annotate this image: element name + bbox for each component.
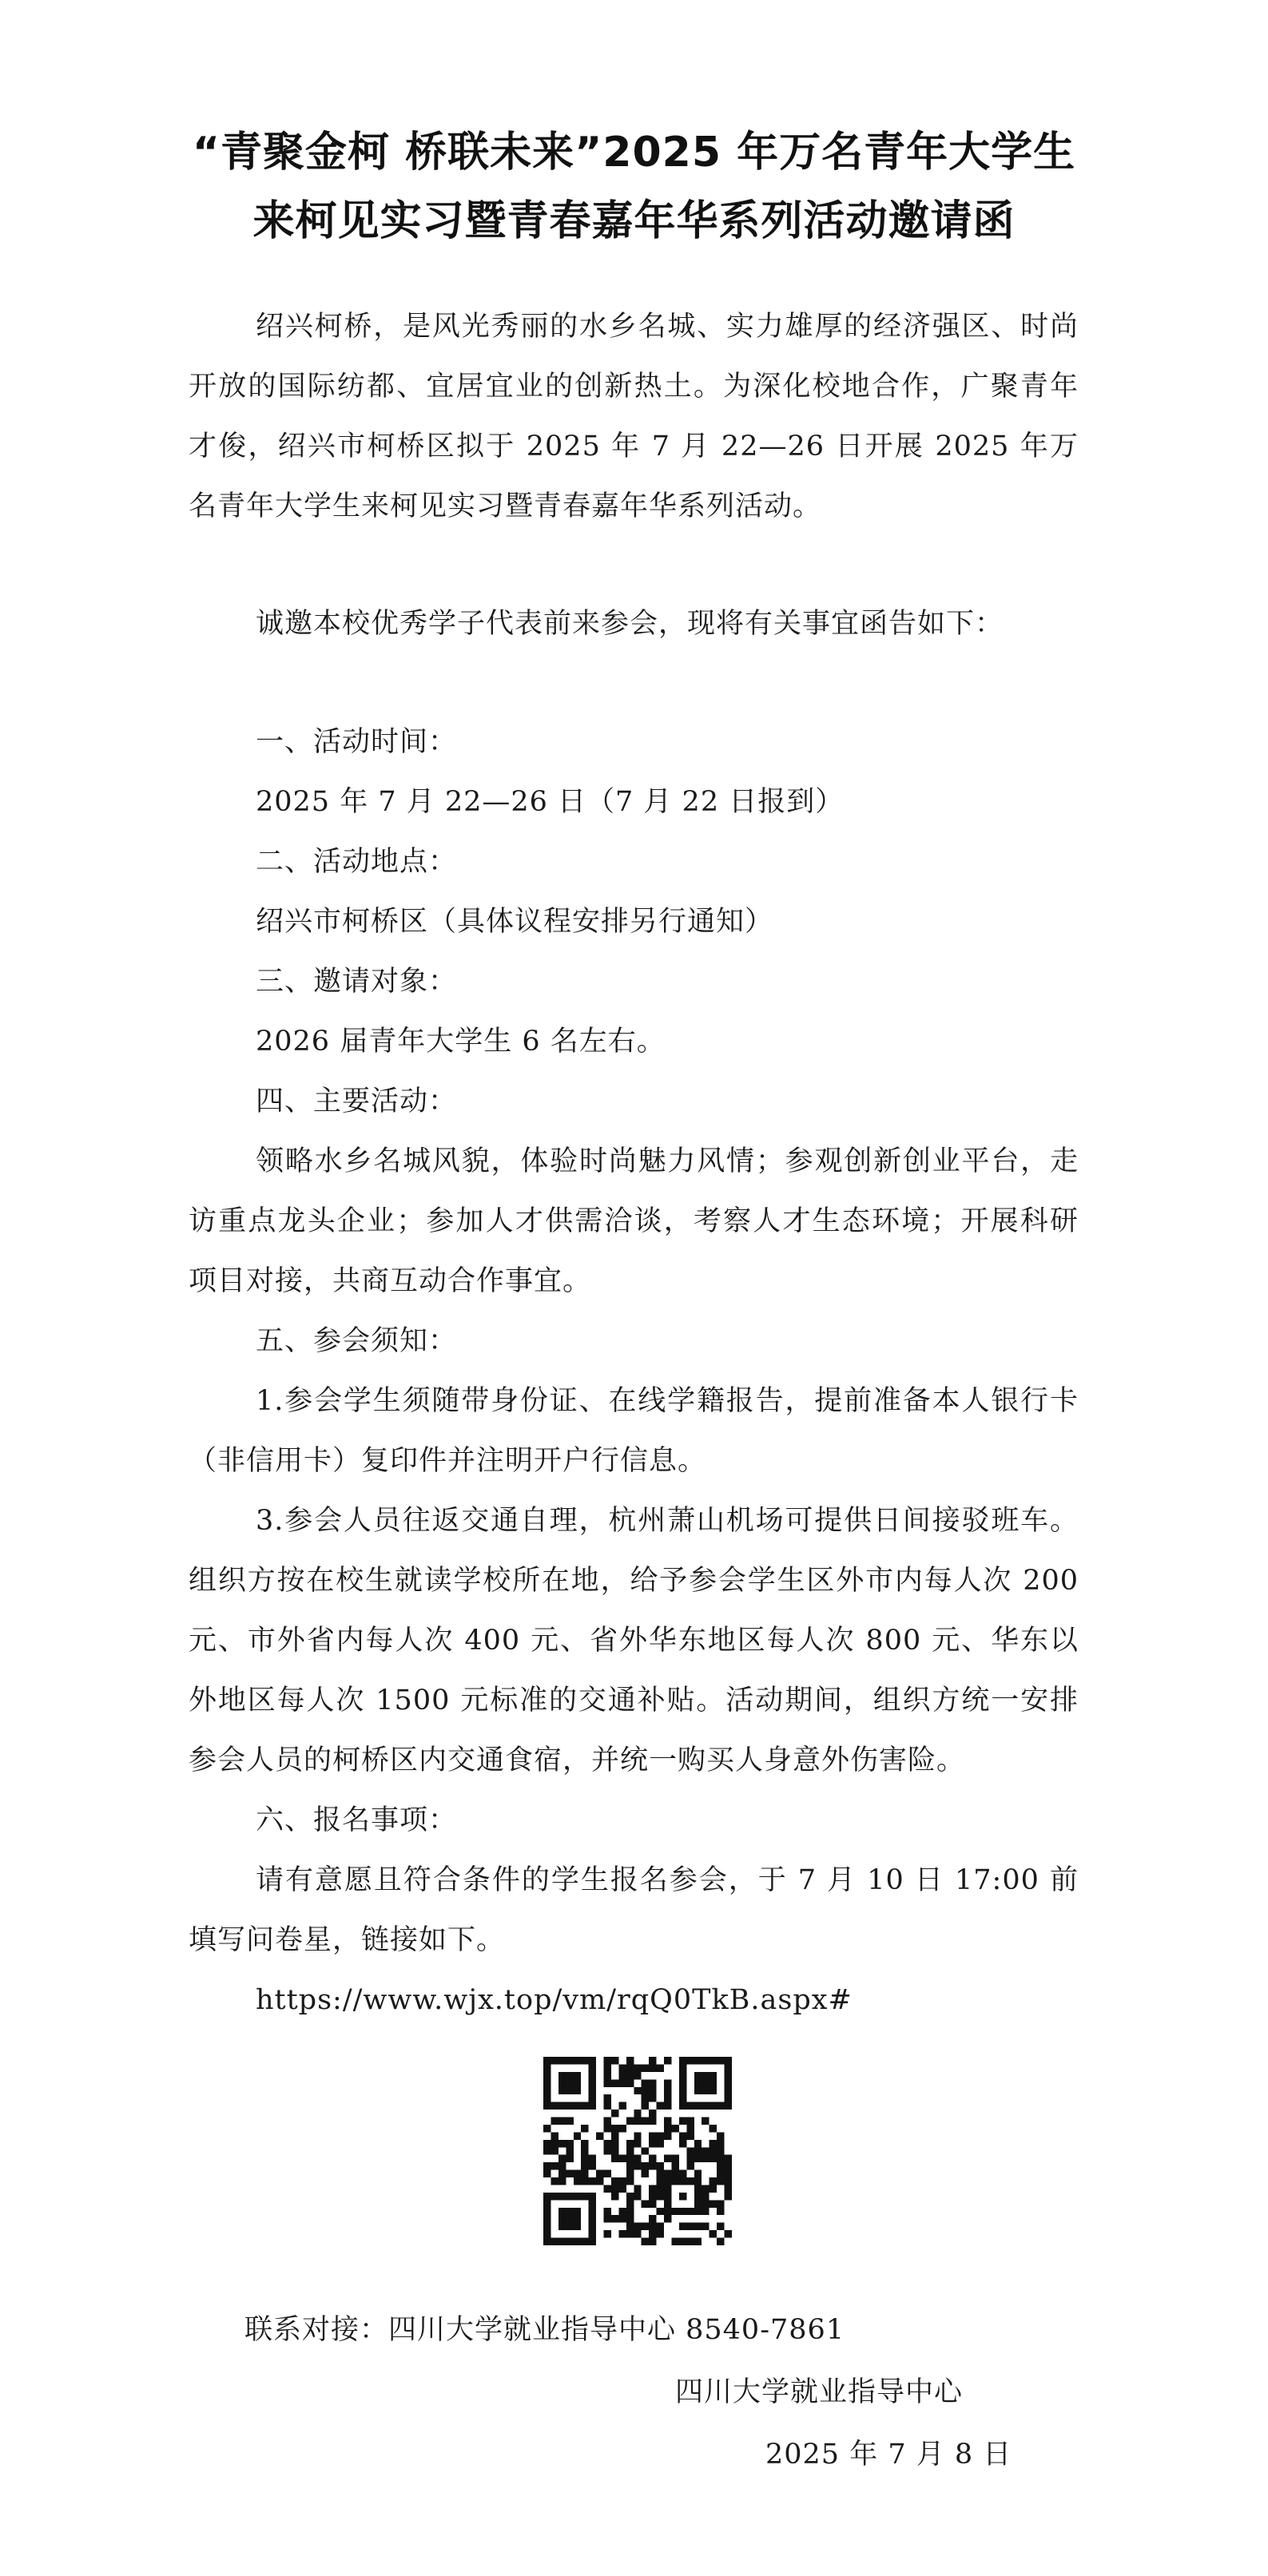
section-heading-signup: 六、报名事项： <box>256 1804 458 1836</box>
notice-item-3: 3.参会人员往返交通自理，杭州萧山机场可提供日间接驳班车。组织方按在校生就读学校所在地，给予参会学生区外市内每人次 200 元、市外省内每人次 400 元、省外华东地区每人次 800 元、华东以外地区每人次 1500 元标准的交通补贴。活动期间，组织方统一安排参会人员的柯桥区内交通食宿，并统一购买人身意外伤害险。 <box>189 1505 1079 1776</box>
section-text-place: 绍兴市柯桥区（具体议程安排另行通知） <box>256 906 774 938</box>
notice-item-1: 1.参会学生须随带身份证、在线学籍报告，提前准备本人银行卡（非信用卡）复印件并注明开户行信息。 <box>189 1385 1079 1477</box>
section-text-time: 2025 年 7 月 22—26 日（7 月 22 日报到） <box>256 786 845 818</box>
signature-date: 2025 年 7 月 8 日 <box>765 2439 1012 2471</box>
intro-paragraph: 绍兴柯桥，是风光秀丽的水乡名城、实力雄厚的经济强区、时尚开放的国际纺都、宜居宜业的创新热土。为深化校地合作，广聚青年才俊，绍兴市柯桥区拟于 2025 年 7 月 22—26 日开展 2025 年万名青年大学生来柯见实习暨青春嘉年华系列活动。 <box>189 311 1079 522</box>
invite-paragraph: 诚邀本校优秀学子代表前来参会，现将有关事宜函告如下： <box>256 608 1004 640</box>
signup-link[interactable]: https://www.wjx.top/vm/rqQ0TkB.aspx# <box>256 1984 853 2016</box>
section-heading-notice: 五、参会须知： <box>256 1325 458 1357</box>
section-text-activities: 领略水乡名城风貌，体验时尚魅力风情；参观创新创业平台，走访重点龙头企业；参加人才供需洽谈，考察人才生态环境；开展科研项目对接，共商互动合作事宜。 <box>189 1145 1079 1297</box>
section-heading-activities: 四、主要活动： <box>256 1086 458 1117</box>
section-heading-target: 三、邀请对象： <box>256 966 458 998</box>
section-text-signup: 请有意愿且符合条件的学生报名参会，于 7 月 10 日 17:00 前填写问卷星，链接如下。 <box>189 1864 1079 1956</box>
contact-info: 联系对接：四川大学就业指导中心 8540-7861 <box>244 2314 845 2346</box>
section-heading-place: 二、活动地点： <box>256 846 458 878</box>
signature-organization: 四川大学就业指导中心 <box>675 2376 964 2408</box>
section-heading-time: 一、活动时间： <box>256 726 458 758</box>
document-title-line-2: 来柯见实习暨青春嘉年华系列活动邀请函 <box>252 197 1016 245</box>
qr-code-icon <box>543 2057 732 2245</box>
document-title-line-1: “青聚金柯 桥联未来”2025 年万名青年大学生 <box>192 129 1076 177</box>
section-text-target: 2026 届青年大学生 6 名左右。 <box>256 1026 666 1058</box>
